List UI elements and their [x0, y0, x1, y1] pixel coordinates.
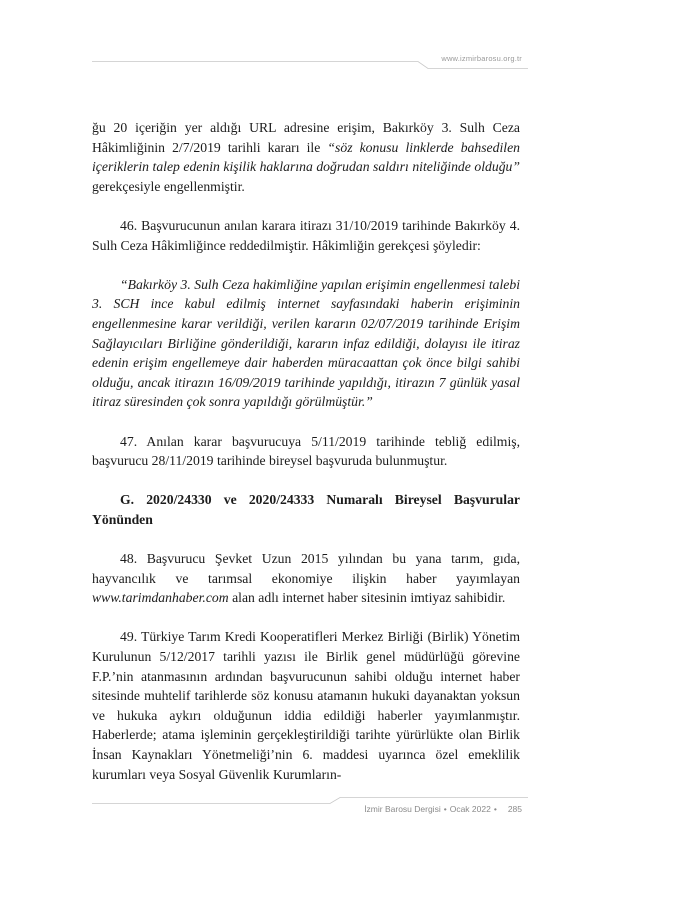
quoted-reasoning: “söz konusu linklerde bahsedilen içeriklerin talep edenin kişilik haklarına doğrudan saldırı niteliğinde olduğu”	[92, 139, 521, 175]
paragraph-text: gerekçesiyle engellenmiştir.	[92, 178, 245, 194]
paragraph-text: ğu 20 içeriğin yer aldığı URL adresine erişim, Bakırköy 3. Sulh Ceza Hâkimliğinin 2/7/2019 tarihli kararı ile	[92, 120, 520, 155]
separator: •	[493, 804, 497, 814]
site-url: www.izmirbarosu.org.tr	[441, 54, 522, 63]
paragraph-45-continuation	[92, 118, 520, 196]
paragraph-49: 49. Türkiye Tarım Kredi Kooperatifleri Merkez Birliği (Birlik) Yönetim Kurulunun 5/12/2017 tarihli yazısı ile Birlik genel müdürlüğü görevine F.P.’nin atanmasının ardından başvurucunun sahibi olduğu internet haber sitesinde muhtelif tarihlerde söz konusu atamanın hukuki dayanaktan yoksun ve hukuka aykırı olduğunun iddia edildiği haberler yayımlanmıştır. Haberlerde; atama işleminin gerçekleştirildiği tarihte yürürlükte olan Birlik İnsan Kaynakları Yönetmeliği’nin 6. maddesi uyarınca özel emeklilik kurumları veya Sosyal Güvenlik Kurumların-	[92, 629, 520, 782]
paragraph-46: 46. Başvurucunun anılan karara itirazı 31/10/2019 tarihinde Bakırköy 4. Sulh Ceza Hâkimliğince reddedilmiştir. Hâkimliğin gerekçesi şöyledir:	[92, 217, 520, 253]
page-number: 285	[507, 804, 522, 814]
page-body	[92, 118, 520, 804]
journal-name: İzmir Barosu Dergisi	[364, 804, 441, 814]
separator: •	[443, 804, 447, 814]
paragraph-48	[92, 549, 520, 608]
page-header	[92, 50, 528, 74]
page-footer	[92, 797, 528, 817]
court-quote: “Bakırköy 3. Sulh Ceza hakimliğine yapılan erişimin engellenmesi talebi 3. SCH ince kabul edilmiş internet sayfasındaki haberin erişiminin engellenmesine karar verildiği, verilen kararın 02/07/2019 tarihinde Erişim Sağlayıcıları Birliğine gönderildiği, kararın infaz edildiği, dolayısı ile itiraz edenin erişim engellemeye dair haberden müracaattan çok önce bilgi sahibi olduğu, ancak itirazın 16/09/2019 tarihinde yapıldığı, itirazın 7 günlük yasal itiraz süresinden çok sonra yapıldığı görülmüştür.”	[92, 276, 520, 410]
paragraph-text: alan adlı internet haber sitesinin imtiyaz sahibidir.	[228, 590, 506, 606]
website-name: www.tarimdanhaber.com	[92, 590, 229, 606]
footer-info	[364, 804, 522, 814]
section-heading: G. 2020/24330 ve 2020/24333 Numaralı Bireysel Başvurular Yönünden	[92, 492, 520, 527]
paragraph-47: 47. Anılan karar başvurucuya 5/11/2019 tarihinde tebliğ edilmiş, başvurucu 28/11/2019 tarihinde bireysel başvuruda bulunmuştur.	[92, 433, 520, 469]
issue-date: Ocak 2022	[449, 804, 491, 814]
paragraph-text: 48. Başvurucu Şevket Uzun 2015 yılından bu yana tarım, gıda, hayvancılık ve tarımsal ekonomiye ilişkin haber yayımlayan	[92, 551, 520, 586]
